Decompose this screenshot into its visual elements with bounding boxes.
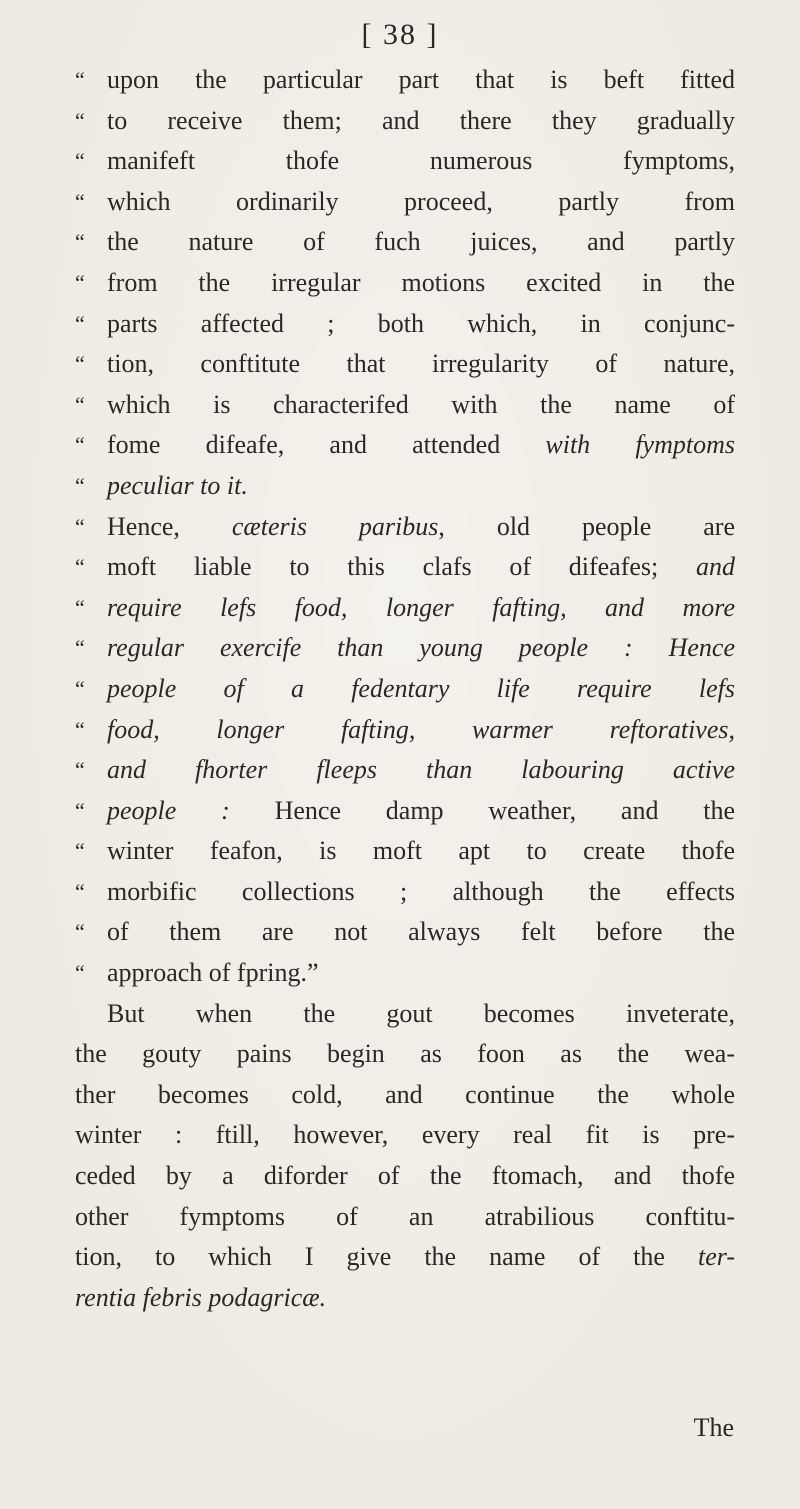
- quote-mark: “: [75, 513, 85, 539]
- text-segment: Hence,: [107, 511, 232, 541]
- text-line: [75, 669, 735, 710]
- italic-segment: require lefs food, longer fafting, and more: [107, 592, 735, 622]
- italic-segment: people :: [107, 795, 230, 825]
- italic-segment: rentia febris podagricæ.: [75, 1282, 327, 1312]
- line-text: [107, 507, 735, 548]
- text-line: [75, 872, 735, 913]
- quote-mark: “: [75, 757, 85, 783]
- quote-mark: “: [75, 188, 85, 214]
- italic-segment: with fymptoms: [545, 430, 735, 460]
- text-segment: of them are not always felt before the: [107, 917, 735, 947]
- italic-segment: food, longer fafting, warmer reftoratives,: [107, 714, 735, 744]
- quote-mark: “: [75, 919, 85, 945]
- quote-mark: “: [75, 594, 85, 620]
- italic-segment: cæteris paribus: [231, 511, 439, 541]
- text-line: [75, 60, 735, 101]
- line-text: [107, 141, 735, 182]
- text-line: [75, 344, 735, 385]
- text-line: [75, 141, 735, 182]
- line-text: [107, 344, 735, 385]
- quote-mark: “: [75, 716, 85, 742]
- line-text: [75, 1075, 735, 1116]
- line-text: [75, 1115, 735, 1156]
- quote-mark: “: [75, 229, 85, 255]
- line-text: [107, 953, 735, 994]
- quote-mark: “: [75, 67, 85, 92]
- quote-mark: “: [75, 675, 85, 701]
- text-line: [75, 1156, 735, 1197]
- italic-segment: and: [696, 552, 735, 582]
- quote-mark: “: [75, 351, 85, 377]
- line-text: [75, 1197, 735, 1238]
- text-segment: fome difeafe, and attended: [107, 430, 546, 460]
- text-line: [75, 710, 735, 751]
- text-line: [75, 588, 735, 629]
- text-segment: tion, to which I give the name of the: [75, 1242, 698, 1272]
- text-line: [75, 547, 735, 588]
- quote-mark: “: [75, 107, 85, 133]
- line-text: [107, 101, 735, 142]
- text-segment: winter feafon, is moft apt to create thofe: [107, 836, 735, 866]
- text-line: [75, 425, 735, 466]
- quote-mark: “: [75, 148, 85, 174]
- text-line: [75, 912, 735, 953]
- quote-mark: “: [75, 960, 85, 986]
- text-segment: approach of fpring.”: [107, 958, 319, 988]
- text-line: [75, 1115, 735, 1156]
- text-segment: from the irregular motions excited in the: [107, 267, 735, 297]
- text-segment: , old people are: [438, 511, 735, 541]
- text-segment: to receive them; and there they gradually: [107, 105, 735, 135]
- text-line: [75, 1075, 735, 1116]
- text-segment: which is characterifed with the name of: [107, 389, 735, 419]
- line-text: [107, 466, 735, 507]
- quote-mark: “: [75, 310, 85, 336]
- line-text: [107, 791, 735, 832]
- text-line: [75, 304, 735, 345]
- text-line: [75, 791, 735, 832]
- line-text: [107, 547, 735, 588]
- quote-mark: “: [75, 269, 85, 295]
- quote-mark: “: [75, 472, 85, 498]
- text-segment: tion, conftitute that irregularity of nature,: [107, 349, 735, 379]
- catchword: The: [693, 1413, 734, 1442]
- line-text: [107, 588, 735, 629]
- text-segment: But when the gout becomes inveterate,: [107, 998, 735, 1028]
- line-text: [107, 628, 735, 669]
- line-text: [107, 831, 735, 872]
- text-line: [75, 953, 735, 994]
- line-text: [107, 60, 735, 101]
- text-segment: manifeft thofe numerous fymptoms,: [107, 146, 735, 176]
- text-line: [75, 1034, 735, 1075]
- line-text: [107, 710, 735, 751]
- italic-segment: and fhorter fleeps than labouring active: [107, 755, 735, 785]
- text-line: [75, 831, 735, 872]
- quote-mark: “: [75, 554, 85, 580]
- line-text: [107, 263, 735, 304]
- line-text: [107, 385, 735, 426]
- text-line: [75, 385, 735, 426]
- text-segment: winter : ftill, however, every real fit is pre-: [75, 1120, 735, 1150]
- text-line: [75, 1278, 735, 1319]
- line-text: [107, 750, 735, 791]
- text-line: [75, 1197, 735, 1238]
- quote-mark: “: [75, 391, 85, 417]
- text-segment: the nature of fuch juices, and partly: [107, 227, 735, 257]
- text-line: [75, 507, 735, 548]
- line-text: [75, 1237, 735, 1278]
- text-segment: morbific collections ; although the effects: [107, 876, 735, 906]
- page-number: [ 38 ]: [361, 18, 439, 51]
- text-line: [75, 994, 735, 1035]
- text-line: [75, 1237, 735, 1278]
- body-text: [75, 60, 735, 1318]
- italic-segment: ter-: [697, 1242, 735, 1272]
- quote-mark: “: [75, 635, 85, 661]
- italic-segment: regular exercife than young people : Hence: [107, 633, 735, 663]
- line-text: [75, 1156, 735, 1197]
- text-line: [75, 750, 735, 791]
- line-text: [107, 182, 735, 223]
- text-segment: parts affected ; both which, in conjunc-: [107, 308, 735, 338]
- text-segment: ther becomes cold, and continue the whole: [75, 1079, 735, 1109]
- line-text: [107, 425, 735, 466]
- text-line: [75, 263, 735, 304]
- quote-mark: “: [75, 797, 85, 823]
- text-segment: the gouty pains begin as foon as the wea-: [75, 1039, 735, 1069]
- text-segment: ceded by a diforder of the ftomach, and thofe: [75, 1161, 735, 1191]
- text-segment: which ordinarily proceed, partly from: [107, 186, 735, 216]
- line-text: [107, 872, 735, 913]
- text-segment: moft liable to this clafs of difeafes;: [107, 552, 696, 582]
- quote-mark: “: [75, 432, 85, 458]
- text-line: [75, 222, 735, 263]
- line-text: [75, 1278, 735, 1319]
- line-text: [107, 669, 735, 710]
- italic-segment: people of a fedentary life require lefs: [107, 673, 735, 703]
- text-segment: Hence damp weather, and the: [229, 795, 736, 825]
- quote-mark: “: [75, 878, 85, 904]
- italic-segment: peculiar to it.: [107, 470, 248, 500]
- line-text: [107, 222, 735, 263]
- line-text: [107, 912, 735, 953]
- line-text: [107, 304, 735, 345]
- quote-mark: “: [75, 838, 85, 864]
- line-text: [75, 1034, 735, 1075]
- text-segment: other fymptoms of an atrabilious conftitu-: [75, 1201, 735, 1231]
- text-line: [75, 466, 735, 507]
- text-line: [75, 101, 735, 142]
- text-line: [75, 628, 735, 669]
- text-line: [75, 182, 735, 223]
- text-segment: upon the particular part that is beft fitted: [107, 65, 735, 94]
- line-text: [107, 994, 735, 1035]
